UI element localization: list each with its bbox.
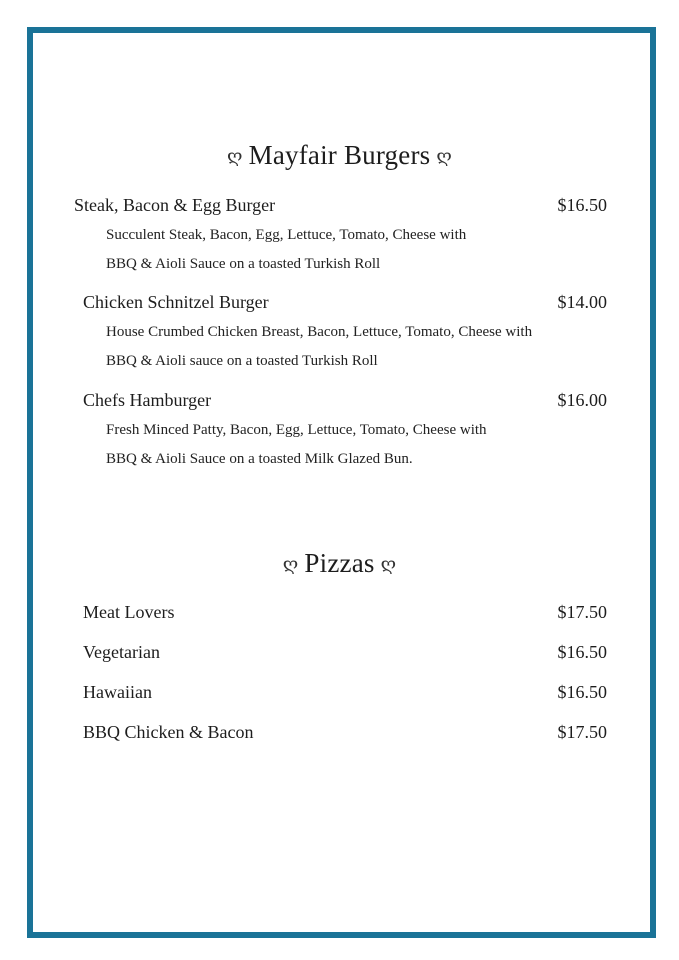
item-name: Chefs Hamburger [83, 390, 212, 410]
item-price: $16.50 [557, 195, 607, 215]
item-description: House Crumbed Chicken Breast, Bacon, Lettuce, Tomato, Cheese with [106, 324, 533, 340]
item-description: BBQ & Aioli sauce on a toasted Turkish Roll [106, 353, 378, 369]
item-price: $17.50 [557, 722, 607, 742]
menu-item [0, 290, 679, 314]
item-price: $17.50 [557, 602, 607, 622]
item-price: $16.50 [557, 642, 607, 662]
item-name: Vegetarian [83, 642, 160, 662]
ornament-left-icon: ღ [282, 554, 299, 574]
item-description: BBQ & Aioli Sauce on a toasted Milk Glazed Bun. [106, 451, 413, 467]
section-title-text: Pizzas [304, 548, 375, 578]
menu-item [0, 600, 679, 624]
menu-item [0, 388, 679, 412]
item-price: $14.00 [557, 292, 607, 312]
item-name: Chicken Schnitzel Burger [83, 292, 269, 312]
section-title-text: Mayfair Burgers [248, 140, 431, 170]
ornament-right-icon: ღ [380, 554, 397, 574]
item-price: $16.00 [557, 390, 607, 410]
menu-item [0, 640, 679, 664]
menu-item [0, 193, 679, 217]
section-title-pizzas [0, 548, 679, 579]
ornament-left-icon: ღ [226, 146, 243, 166]
item-description: Succulent Steak, Bacon, Egg, Lettuce, Tomato, Cheese with [106, 227, 467, 243]
section-title-burgers [0, 140, 679, 171]
item-name: BBQ Chicken & Bacon [83, 722, 254, 742]
ornament-right-icon: ღ [436, 146, 453, 166]
item-price: $16.50 [557, 682, 607, 702]
item-name: Steak, Bacon & Egg Burger [74, 195, 276, 215]
menu-item [0, 680, 679, 704]
item-description: Fresh Minced Patty, Bacon, Egg, Lettuce, Tomato, Cheese with [106, 422, 487, 438]
menu-item [0, 720, 679, 744]
item-name: Hawaiian [83, 682, 152, 702]
item-description: BBQ & Aioli Sauce on a toasted Turkish Roll [106, 256, 381, 272]
item-name: Meat Lovers [83, 602, 175, 622]
